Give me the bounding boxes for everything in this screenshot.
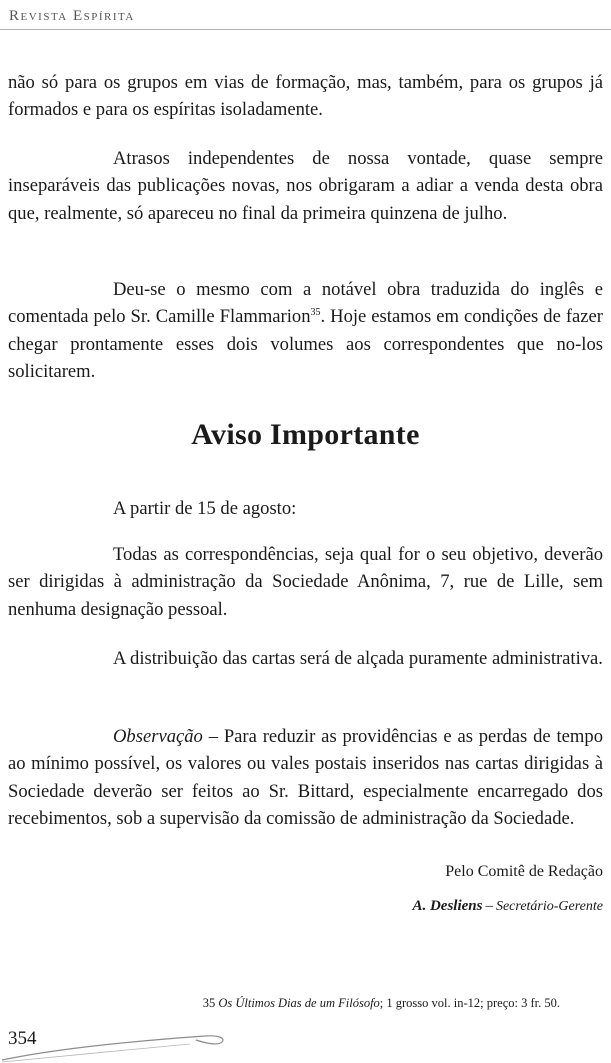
footnote-reference: 35: [310, 307, 321, 319]
footnote-book-title: Os Últimos Dias de um Filósofo: [218, 996, 380, 1010]
page-number: 354: [8, 1028, 37, 1049]
observation-text: – Para reduzir as providências e as perdas de tempo ao mínimo possível, os valores ou vales postais inseridos nas cartas dirigidas à Sociedade deverão ser feitos ao Sr. Bittard, especialmente encarregado dos recebimentos, sob a supervisão da comissão de administração da Sociedade.: [8, 725, 603, 830]
paragraph-flammarion-text: Deu-se o mesmo com a notável obra traduzida do inglês e comentada pelo Sr. Camille Flammarion: [8, 278, 603, 328]
footnote-details: ; 1 grosso vol. in-12; preço: 3 fr. 50.: [379, 996, 560, 1010]
notice-paragraph-observation: [8, 723, 603, 833]
header-divider: [0, 29, 611, 30]
paragraph-delays: Atrasos independentes de nossa vontade, quase sempre inseparáveis das publicações novas, nos obrigaram a adiar a venda desta obra que, realmente, só apareceu no final da primeira quinzena de julho.: [8, 147, 603, 224]
signature-committee: Pelo Comitê de Redação: [445, 863, 603, 880]
signature-separator: –: [485, 898, 493, 914]
footnote: [0, 996, 560, 1011]
running-head: Revista Espírita: [9, 8, 135, 24]
signature-role: Secretário-Gerente: [495, 899, 603, 914]
notice-paragraph-distribution: A distribuição das cartas será de alçada puramente administrativa.: [113, 647, 603, 669]
observation-label: Observação: [113, 725, 203, 747]
notice-title: Aviso Importante: [191, 418, 420, 451]
paragraph-flammarion-text-end: . Hoje estamos em condições de fazer chegar prontamente esses dois volumes aos correspondentes que no-los solicitarem.: [8, 306, 603, 383]
signature-name: A. Desliens: [412, 898, 483, 914]
paragraph-continuation: não só para os grupos em vias de formação, mas, também, para os grupos já formados e para os espíritas isoladamente.: [8, 71, 603, 121]
footnote-number: 35: [202, 996, 216, 1010]
signature-line: [412, 898, 603, 915]
paragraph-flammarion: [8, 276, 603, 386]
notice-paragraph-correspondence: Todas as correspondências, seja qual for o seu objetivo, deverão ser dirigidas à administração da Sociedade Anônima, 7, rue de Lille, sem nenhuma designação pessoal.: [8, 543, 603, 620]
notice-date-line: A partir de 15 de agosto:: [113, 497, 297, 519]
